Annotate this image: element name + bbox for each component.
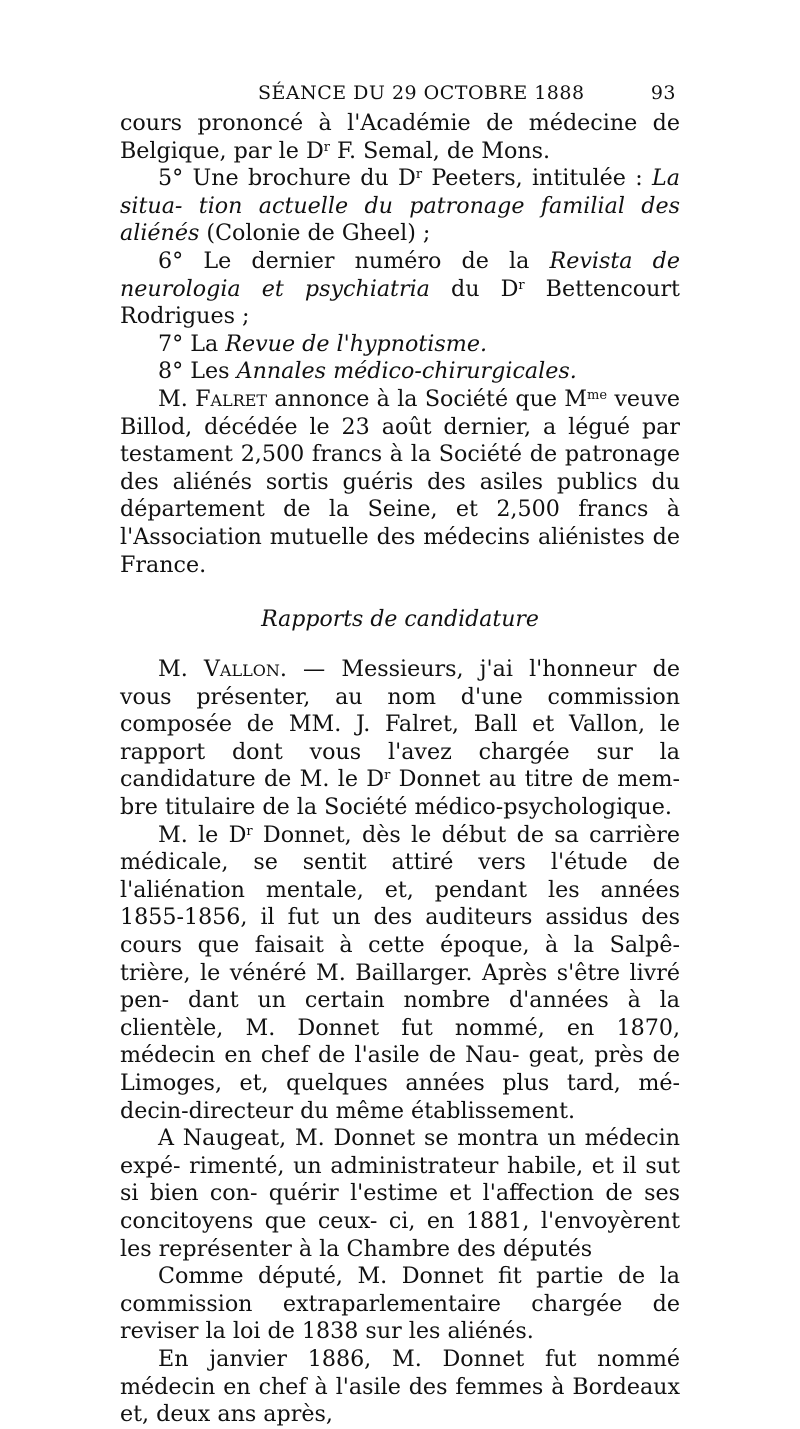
italic-title: Annales médico-chirurgicales.	[236, 358, 577, 385]
text-line: . — Messieurs, j'ai l'honneur de vous	[120, 656, 680, 710]
text-line: (Colonie	[199, 220, 301, 247]
text-line: du D	[429, 275, 519, 302]
text-line: se sentit attiré vers l'étude de l'aliénation mentale, et,	[120, 849, 680, 903]
text-line: fut nommé, en 1870, médecin en chef de l'asile de Nau-	[120, 1014, 680, 1069]
body-text-2	[120, 656, 680, 1429]
text-line: 8° Les	[158, 358, 237, 385]
paragraph-falret	[120, 386, 680, 579]
italic-title: Revue de l'hypnotisme.	[225, 330, 488, 357]
text-line: M. le D	[158, 821, 247, 848]
paragraph-item-6	[120, 248, 680, 331]
body-text	[120, 110, 680, 579]
paragraph-item-7	[120, 331, 680, 359]
text-line: M.	[158, 656, 204, 683]
paragraph-continuation	[120, 110, 680, 165]
page-number: 93	[650, 82, 676, 104]
text-line: 6° Le dernier numéro de la	[158, 247, 550, 274]
text-line: présenter, au nom d'une commission composée de MM. J.	[120, 683, 680, 738]
text-line: assidus des cours que faisait à cette époque, à la Salpê-	[120, 904, 680, 959]
text-line: bre titulaire de la Société médico-psychologique.	[120, 794, 672, 821]
text-line: sur la candidature de M. le D	[120, 738, 680, 793]
document-page	[120, 82, 680, 1429]
text-line: A Naugeat, M. Donnet se montra un médecin expé-	[120, 1125, 680, 1179]
text-line: Peeters, intitulée :	[422, 165, 653, 192]
text-line: 2,500 francs à la Société de patronage des aliénés sortis	[120, 441, 680, 495]
text-line: En janvier 1886, M. Donnet fut nommé médecin en	[120, 1345, 680, 1400]
superscript: r	[415, 167, 423, 183]
text-line: de Gheel) ;	[307, 220, 431, 247]
text-line: Donnet, dès le début de sa carrière médicale,	[120, 821, 680, 876]
text-line: Comme député, M. Donnet fit partie de la commission	[120, 1263, 680, 1317]
text-line: Falret, Ball et Vallon, le rapport dont vous l'avez chargée	[120, 711, 681, 765]
text-line: Bettencourt Rodrigues ;	[120, 275, 680, 330]
italic-title: La situa-	[120, 165, 681, 219]
running-header	[120, 82, 680, 104]
paragraph-item-5	[120, 165, 680, 248]
paragraph-donnet-career	[120, 822, 680, 1126]
text-line: 5° Une brochure du D	[158, 165, 416, 192]
text-line: aliénistes de France.	[120, 523, 680, 578]
text-line: cours prononcé à l'Académie de médecine de Belgique,	[120, 110, 680, 164]
speaker-name: Vallon	[203, 656, 280, 683]
text-line: quérir l'estime et l'affection de ses concitoyens que ceux-	[120, 1180, 680, 1234]
paragraph-bordeaux	[120, 1346, 680, 1429]
text-line: guéris des asiles publics du département de la Seine,	[120, 468, 680, 523]
text-line: M.	[158, 385, 196, 412]
text-line: annonce à la Société que M	[267, 385, 588, 412]
text-line: geat, près de Limoges, et, quelques années plus tard, mé-	[120, 1042, 681, 1096]
text-line: ci, en 1881, l'envoyèrent les représenter à la Chambre	[120, 1207, 680, 1262]
text-line: pendant les années 1855-1856, il fut un des auditeurs	[120, 876, 680, 931]
text-line: extraparlementaire chargée de reviser la loi de 1838 sur	[120, 1290, 680, 1345]
text-line: trière, le vénéré M. Baillarger. Après s'être livré pen-	[120, 959, 680, 1014]
text-line: F. Semal, de Mons.	[329, 137, 551, 164]
text-line: decin-directeur du même établissement.	[120, 1097, 576, 1124]
speaker-name: Falret	[195, 385, 268, 412]
superscript: r	[246, 823, 253, 839]
section-heading: Rapports de candidature	[261, 607, 539, 633]
text-line: chef à l'asile des femmes à Bordeaux et, deux ans après,	[120, 1373, 680, 1428]
superscript: r	[323, 139, 330, 155]
superscript: r	[518, 277, 525, 293]
running-title: SÉANCE DU 29 OCTOBRE 1888	[258, 82, 585, 104]
paragraph-naugeat	[120, 1125, 680, 1263]
text-line: rimenté, un administrateur habile, et il sut si bien con-	[120, 1152, 680, 1207]
paragraph-item-8	[120, 358, 680, 386]
italic-title: Revista de neurologia et	[120, 247, 680, 302]
text-line: 7° La	[158, 330, 226, 357]
paragraph-vallon	[120, 656, 680, 822]
text-line: par le D	[233, 137, 324, 164]
text-line: décédée le 23 août dernier, a légué par testament	[120, 413, 680, 468]
text-line: veuve Billod,	[120, 385, 680, 440]
italic-title: psychiatria	[304, 275, 430, 302]
text-line: les aliénés.	[408, 1318, 534, 1345]
text-line: dant un certain nombre d'années à la clientèle, M. Donnet	[120, 987, 680, 1041]
text-line: Donnet au titre de mem-	[390, 766, 680, 793]
paragraph-depute	[120, 1263, 680, 1346]
text-line: et 2,500 francs à l'Association mutuelle des médecins	[120, 496, 680, 550]
text-line: des députés	[457, 1235, 593, 1262]
superscript: me	[587, 387, 608, 403]
superscript: r	[384, 768, 391, 784]
italic-title: tion actuelle du patronage familial des aliénés	[120, 192, 680, 247]
